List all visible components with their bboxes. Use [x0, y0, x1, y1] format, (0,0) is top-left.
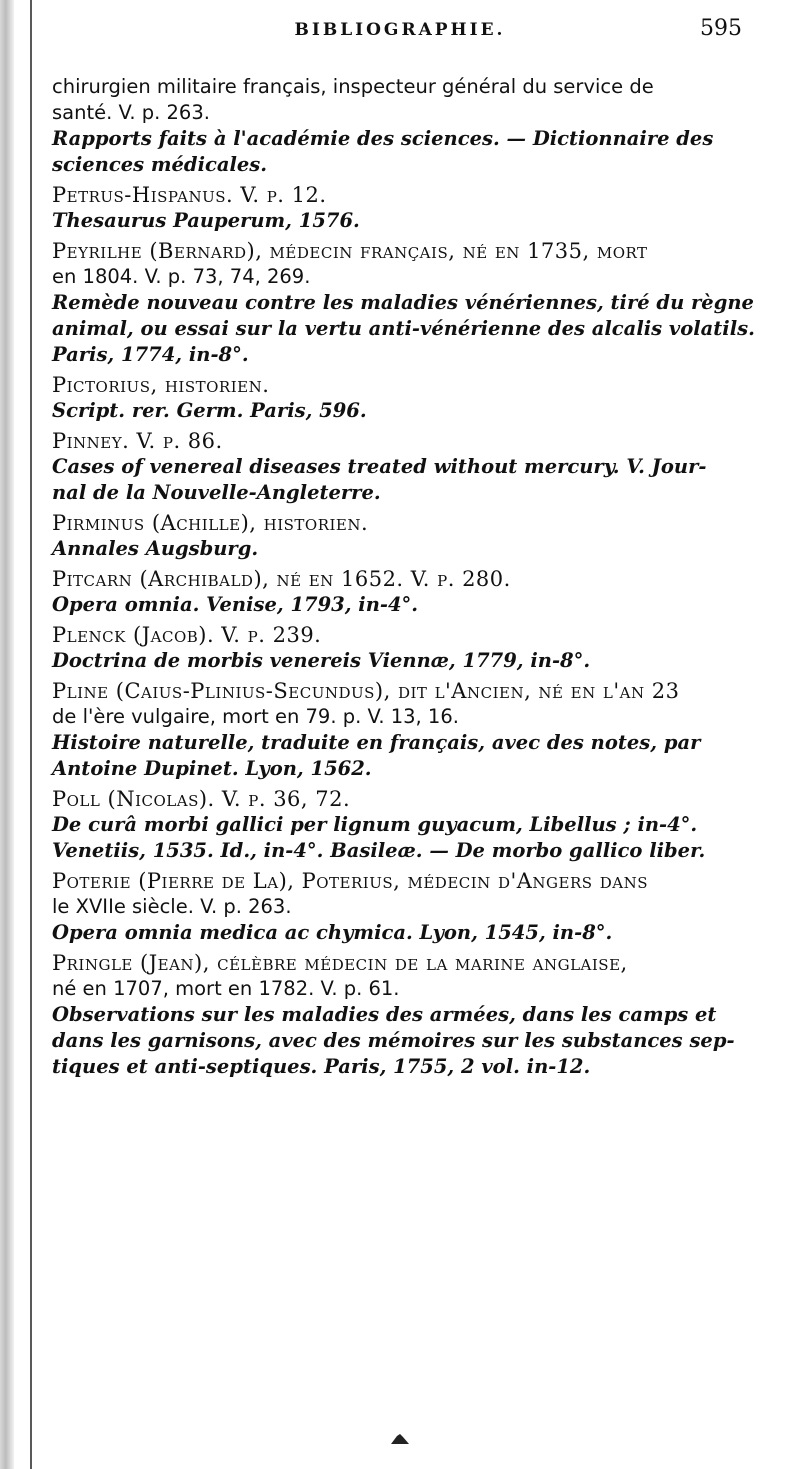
entry-line: santé. V. p. 263. [52, 101, 210, 124]
page-header [0, 12, 800, 52]
work-title: Histoire naturelle, traduite en français, avec des notes, par [52, 731, 701, 754]
ink-mark-icon [389, 1432, 411, 1446]
author-name: Plenck (Jacob). V. p. 239. [52, 623, 322, 647]
author-name: Pictorius, historien. [52, 373, 270, 397]
running-title: BIBLIOGRAPHIE. [294, 20, 506, 40]
work-title: Opera omnia. Venise, 1793, in-4°. [52, 593, 419, 616]
author-name: Poterie (Pierre de La), Poterius, médecin d'Angers dans [52, 869, 648, 893]
author-name: Pinney. V. p. 86. [52, 429, 223, 453]
work-title: tiques et anti-septiques. Paris, 1755, 2 vol. in-12. [52, 1055, 591, 1078]
work-title: Observations sur les maladies des armées, dans les camps et [52, 1003, 717, 1026]
page-margin-line [30, 0, 32, 1469]
work-title: Venetiis, 1535. Id., in-4°. Basileæ. — De morbo gallico liber. [52, 839, 706, 862]
author-name: Peyrilhe (Bernard), médecin français, né en 1735, mort [52, 239, 648, 263]
work-title: dans les garnisons, avec des mémoires sur les substances sep- [52, 1029, 735, 1052]
work-title: nal de la Nouvelle-Angleterre. [52, 481, 381, 504]
entry-line: chirurgien militaire français, inspecteur général du service de [52, 75, 654, 98]
entry-line: de l'ère vulgaire, mort en 79. p. V. 13, 16. [52, 705, 459, 728]
work-title: Paris, 1774, in-8°. [52, 343, 249, 366]
entry-line: en 1804. V. p. 73, 74, 269. [52, 265, 311, 288]
author-name: Pringle (Jean), célèbre médecin de la marine anglaise, [52, 951, 628, 975]
work-title: Remède nouveau contre les maladies vénériennes, tiré du règne [52, 291, 754, 314]
work-title: Opera omnia medica ac chymica. Lyon, 1545, in-8°. [52, 921, 613, 944]
work-title: Antoine Dupinet. Lyon, 1562. [52, 757, 372, 780]
bibliography-body [52, 74, 755, 1080]
work-title: De curâ morbi gallici per lignum guyacum, Libellus ; in-4°. [52, 813, 698, 836]
work-title: Doctrina de morbis venereis Viennæ, 1779, in-8°. [52, 649, 591, 672]
work-title: Cases of venereal diseases treated without mercury. V. Jour- [52, 455, 707, 478]
work-title: Rapports faits à l'académie des sciences. — Dictionnaire des [52, 127, 714, 150]
author-name: Poll (Nicolas). V. p. 36, 72. [52, 787, 351, 811]
author-name: Pline (Caius-Plinius-Secundus), dit l'Ancien, né en l'an 23 [52, 679, 680, 703]
page-number: 595 [700, 16, 742, 41]
book-spine-shadow [0, 0, 14, 1469]
author-name: Pirminus (Achille), historien. [52, 511, 369, 535]
author-name: Petrus-Hispanus. V. p. 12. [52, 183, 327, 207]
work-title: Script. rer. Germ. Paris, 596. [52, 399, 367, 422]
work-title: Annales Augsburg. [52, 537, 259, 560]
entry-line: le XVIIe siècle. V. p. 263. [52, 895, 292, 918]
entry-line: né en 1707, mort en 1782. V. p. 61. [52, 977, 400, 1000]
author-name: Pitcarn (Archibald), né en 1652. V. p. 280. [52, 567, 511, 591]
work-title: Thesaurus Pauperum, 1576. [52, 209, 360, 232]
work-title: sciences médicales. [52, 153, 268, 176]
work-title: animal, ou essai sur la vertu anti-vénérienne des alcalis volatils. [52, 317, 755, 340]
